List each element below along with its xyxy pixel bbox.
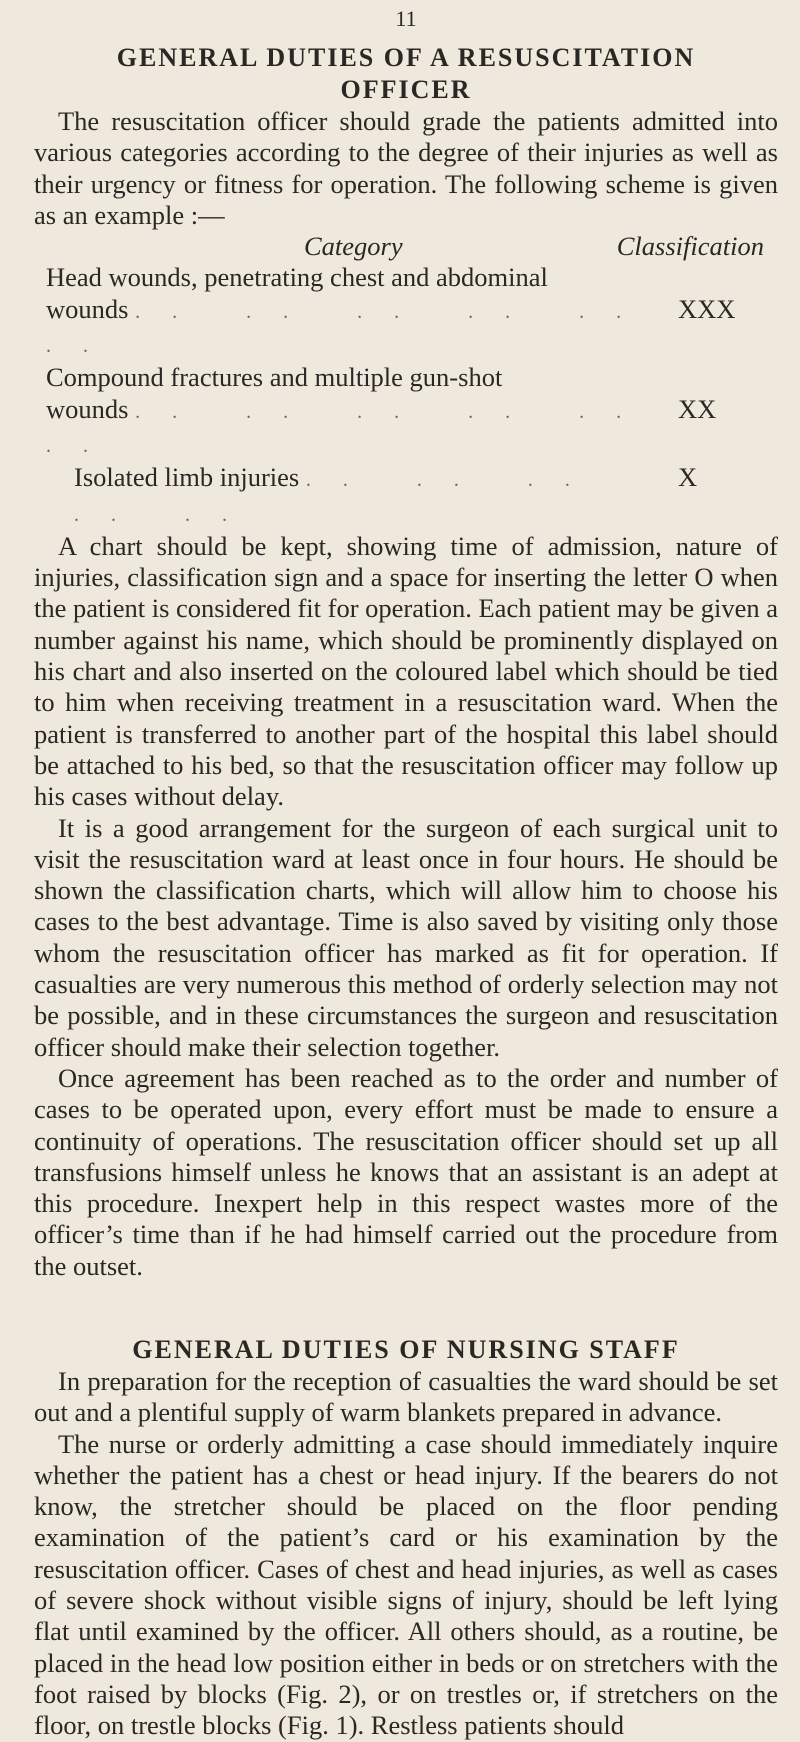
column-header-category: Category: [304, 231, 403, 262]
table-row-3: [34, 462, 778, 531]
row-2-category-wrap: wounds: [46, 393, 129, 424]
table-header: [34, 231, 778, 262]
classification-table: [34, 231, 778, 531]
heading-line-2: OFFICER: [340, 75, 472, 104]
paragraph-chart: A chart should be kept, showing time of admission, nature of injuries, classification sign and a space for inserting the letter O when the patient is considered fit for operation. Each patient may be given a number against his name, which should be prominently displayed on his chart and also inserted on the coloured label which should be tied to him when receiving treatment in a resuscitation ward. When the patient is transferred to another part of the hospital this label should be attached to his bed, so that the resuscitation officer may follow up his cases without delay.: [34, 530, 778, 812]
paragraph-continuity: Once agreement has been reached as to the order and number of cases to be operated upon, every effort must be made to ensure a continuity of operations. The resuscitation officer should set up all transfusions himself unless he knows that an assistant is an adept at this procedure. Inexpert help in this respect wastes more of the officer’s time than if he had himself carried out the procedure from the outset.: [34, 1062, 778, 1281]
row-3-leader-dots: .. .. .. .. ..: [74, 469, 602, 526]
row-3-classification: X: [678, 462, 698, 493]
row-2-category-cont: [46, 394, 668, 463]
page-number: 11: [395, 6, 417, 31]
section-heading-resuscitation-officer: [34, 36, 778, 106]
table-row-2-line-2: [34, 394, 778, 463]
intro-paragraph: The resuscitation officer should grade the patients admitted into various categories according to the degree of their injuries as well as their urgency or fitness for operation. The following scheme is given as an example :—: [34, 106, 778, 230]
column-header-classification: Classification: [616, 231, 764, 262]
row-2-classification: XX: [678, 393, 717, 424]
row-1-classification: XXX: [678, 293, 736, 324]
paragraph-preparation: In preparation for the reception of casualties the ward should be set out and a plentiful supply of warm blankets prepared in advance.: [34, 1365, 778, 1428]
row-2-category: Compound fractures and multiple gun-shot: [46, 362, 503, 393]
table-row-1-line-1: [34, 262, 778, 293]
paragraph-admission: The nurse or orderly admitting a case should immediately inquire whether the patient has a chest or head injury. If the bearers do not know, the stretcher should be placed on the floor pending examination of the patient’s card or his examination by the resuscitation officer. Cases of chest and head injuries, as well as cases of severe shock without visible signs of injury, should be left lying flat until examined by the officer. All others should, as a routine, be placed in the head low position either in beds or on stretchers with the foot raised by blocks (Fig. 2), or on trestles or, if stretchers on the floor, on trestle blocks (Fig. 1). Restless patients should: [34, 1428, 778, 1741]
row-3-category-cont: [74, 462, 668, 531]
heading-line-1: GENERAL DUTIES OF A RESUSCITATION: [116, 43, 696, 72]
row-1-category: Head wounds, penetrating chest and abdominal: [46, 262, 548, 293]
table-row-2-line-1: [34, 362, 778, 393]
table-row-1-line-2: [34, 294, 778, 363]
row-1-category-cont: [46, 294, 668, 363]
paragraph-surgeon-visit: It is a good arrangement for the surgeon of each surgical unit to visit the resuscitation ward at least once in four hours. He should be shown the classification charts, which will allow him to choose his cases to the best advantage. Time is also saved by visiting only those whom the resuscitation officer has marked as fit for operation. If casualties are very numerous this method of orderly selection may not be possible, and in these circumstances the surgeon and resuscitation officer should make their selection together.: [34, 812, 778, 1062]
row-3-category: Isolated limb injuries: [74, 462, 300, 493]
row-1-leader-dots: .. .. .. .. .. ..: [46, 300, 654, 358]
row-2-leader-dots: .. .. .. .. .. ..: [46, 400, 654, 457]
row-1-category-wrap: wounds: [46, 293, 129, 324]
section-heading-nursing-staff: GENERAL DUTIES OF NURSING STAFF: [132, 1334, 680, 1364]
